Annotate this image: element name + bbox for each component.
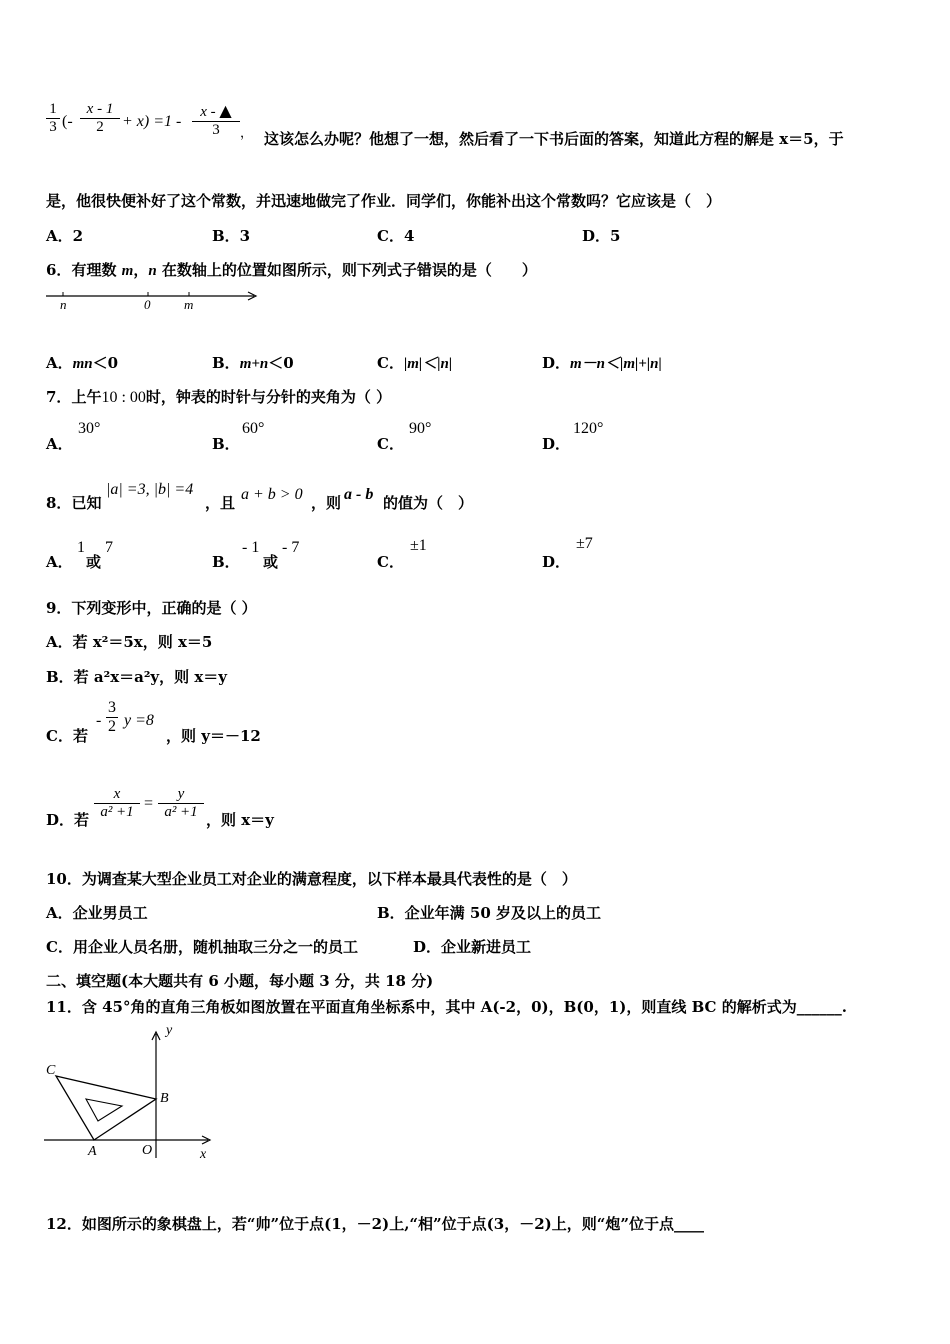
q9-option-a: A．若 x²＝5x，则 x＝5 xyxy=(46,633,213,651)
label-a: A xyxy=(88,1144,97,1159)
q6-option-c: C．|m|＜|n| xyxy=(377,354,453,372)
section-heading-fill-blank: 二、填空题(本大题共有 6 小题，每小题 3 分，共 18 分) xyxy=(46,972,434,990)
q8-condition-sum: a + b > 0 xyxy=(241,486,303,503)
q5-option-a: A．2 xyxy=(46,227,84,245)
q7-stem: 7．上午10 : 00时，钟表的时针与分针的夹角为（ ） xyxy=(46,388,392,406)
q8-option-c-v1: ±1 xyxy=(410,537,427,554)
q9-option-c-rest: y =8 xyxy=(124,712,154,729)
q8-expression: a - b xyxy=(344,486,374,503)
q5-open-paren: (- xyxy=(62,113,73,130)
q5-option-c: C．4 xyxy=(377,227,415,245)
q6-option-d: D．m－n＜|m|+|n| xyxy=(542,354,662,372)
axis-label-n: n xyxy=(60,297,67,312)
q8-option-b-v2: - 7 xyxy=(282,539,300,556)
label-o: O xyxy=(142,1143,153,1158)
q10-stem: 10．为调查某大型企业员工对企业的满意程度，以下样本最具代表性的是（ ） xyxy=(46,870,577,888)
axis-label-zero: 0 xyxy=(144,297,151,312)
q5-frac-x-minus-1: $\frac{x - 1}{2}$ xyxy=(80,101,120,136)
q5-mid-expr: + x) =1 - xyxy=(122,113,182,130)
q7-option-b-value: 60° xyxy=(242,420,265,437)
q8-option-b-or: 或 xyxy=(263,553,279,571)
q5-option-d: D．5 xyxy=(582,227,621,245)
q9-option-d-suffix: ，则 x＝y xyxy=(206,811,274,829)
q8-option-a-v2: 7 xyxy=(105,539,113,556)
q9-option-d-prefix: D．若 xyxy=(46,811,90,829)
label-b: B xyxy=(160,1091,169,1106)
q8-option-b: B． xyxy=(212,553,240,571)
q8-condition-abs: |a| =3, |b| =4 xyxy=(106,481,194,498)
q5-text-line2: 是，他很快便补好了这个常数，并迅速地做完了作业．同学们，你能补出这个常数吗？它应该是（ ） xyxy=(46,192,722,210)
q10-option-b: B．企业年满 50 岁及以上的员工 xyxy=(377,904,601,922)
q7-option-d-value: 120° xyxy=(573,420,604,437)
q8-option-a-v1: 1 xyxy=(77,539,85,556)
q5-option-b: B．3 xyxy=(212,227,251,245)
q9-option-b: B．若 a²x＝a²y，则 x＝y xyxy=(46,668,228,686)
q7-option-a: A． xyxy=(46,435,73,453)
q9-option-c-fraction: $\frac{3}{2}$ xyxy=(108,699,116,735)
q8-option-b-v1: - 1 xyxy=(242,539,260,556)
triangle-inner-hole xyxy=(86,1099,122,1121)
q9-option-d-fraction-x: $\frac{x}{\text{a² +1}}$ xyxy=(94,786,140,821)
q8-option-c: C． xyxy=(377,553,404,571)
triangle-abc xyxy=(56,1076,156,1140)
q5-text-line1: 这该怎么办呢？他想了一想，然后看了一下书后面的答案，知道此方程的解是 x＝5，于 xyxy=(264,130,844,148)
q7-option-c-value: 90° xyxy=(409,420,432,437)
q8-text-and: ，且 xyxy=(205,494,236,512)
q7-option-c: C． xyxy=(377,435,404,453)
q11-stem: 11．含 45°角的直角三角板如图放置在平面直角坐标系中，其中 A(-2，0)，B(0，1)，则直线 BC 的解析式为______. xyxy=(46,998,847,1016)
q10-option-d: D．企业新进员工 xyxy=(413,938,532,956)
q8-option-a-or: 或 xyxy=(86,553,102,571)
q8-text-value: 的值为（ ） xyxy=(383,494,474,512)
q6-stem: 6．有理数 m，n 在数轴上的位置如图所示，则下列式子错误的是（ ） xyxy=(46,261,537,279)
q6-option-b: B．m+n＜0 xyxy=(212,354,294,372)
q9-option-c-minus: - xyxy=(96,712,102,729)
q5-comma: ， xyxy=(240,125,254,140)
q7-option-b: B． xyxy=(212,435,240,453)
q9-option-d-equals: = xyxy=(144,795,154,812)
q7-option-d: D． xyxy=(542,435,571,453)
label-c: C xyxy=(46,1063,56,1078)
q9-option-d-fraction-y: $\frac{y}{\text{a² +1}}$ xyxy=(158,786,204,821)
q5-frac-x-minus-blank: $\frac{x - ▲}{3}$ xyxy=(192,101,240,139)
q12-stem: 12．如图所示的象棋盘上，若“帅”位于点(1，－2)上,“相”位于点(3，－2)上，则“炮”位于点____ xyxy=(46,1215,705,1233)
q10-option-c: C．用企业人员名册，随机抽取三分之一的员工 xyxy=(46,938,358,956)
q9-stem: 9．下列变形中，正确的是（ ） xyxy=(46,599,257,617)
label-x: x xyxy=(200,1147,207,1160)
q7-option-a-value: 30° xyxy=(78,420,101,437)
label-y: y xyxy=(166,1023,173,1038)
q9-option-c-suffix: ，则 y＝－12 xyxy=(166,727,261,745)
q9-option-c-prefix: C．若 xyxy=(46,727,88,745)
q6-number-line xyxy=(44,286,264,314)
q8-text-then: ，则 xyxy=(311,494,342,512)
q6-option-a: A．mn＜0 xyxy=(46,354,119,372)
q10-option-a: A．企业男员工 xyxy=(46,904,148,922)
q8-option-a: A． xyxy=(46,553,73,571)
q8-stem-number: 8．已知 xyxy=(46,494,102,512)
q8-option-d-v1: ±7 xyxy=(576,535,593,552)
triangle-icon: ▲ xyxy=(219,101,232,120)
q8-option-d: D． xyxy=(542,553,571,571)
axis-label-m: m xyxy=(184,297,194,312)
q5-frac-one-third: $\frac{1}{3}$ xyxy=(46,101,60,136)
q11-coordinate-figure xyxy=(40,1020,220,1160)
